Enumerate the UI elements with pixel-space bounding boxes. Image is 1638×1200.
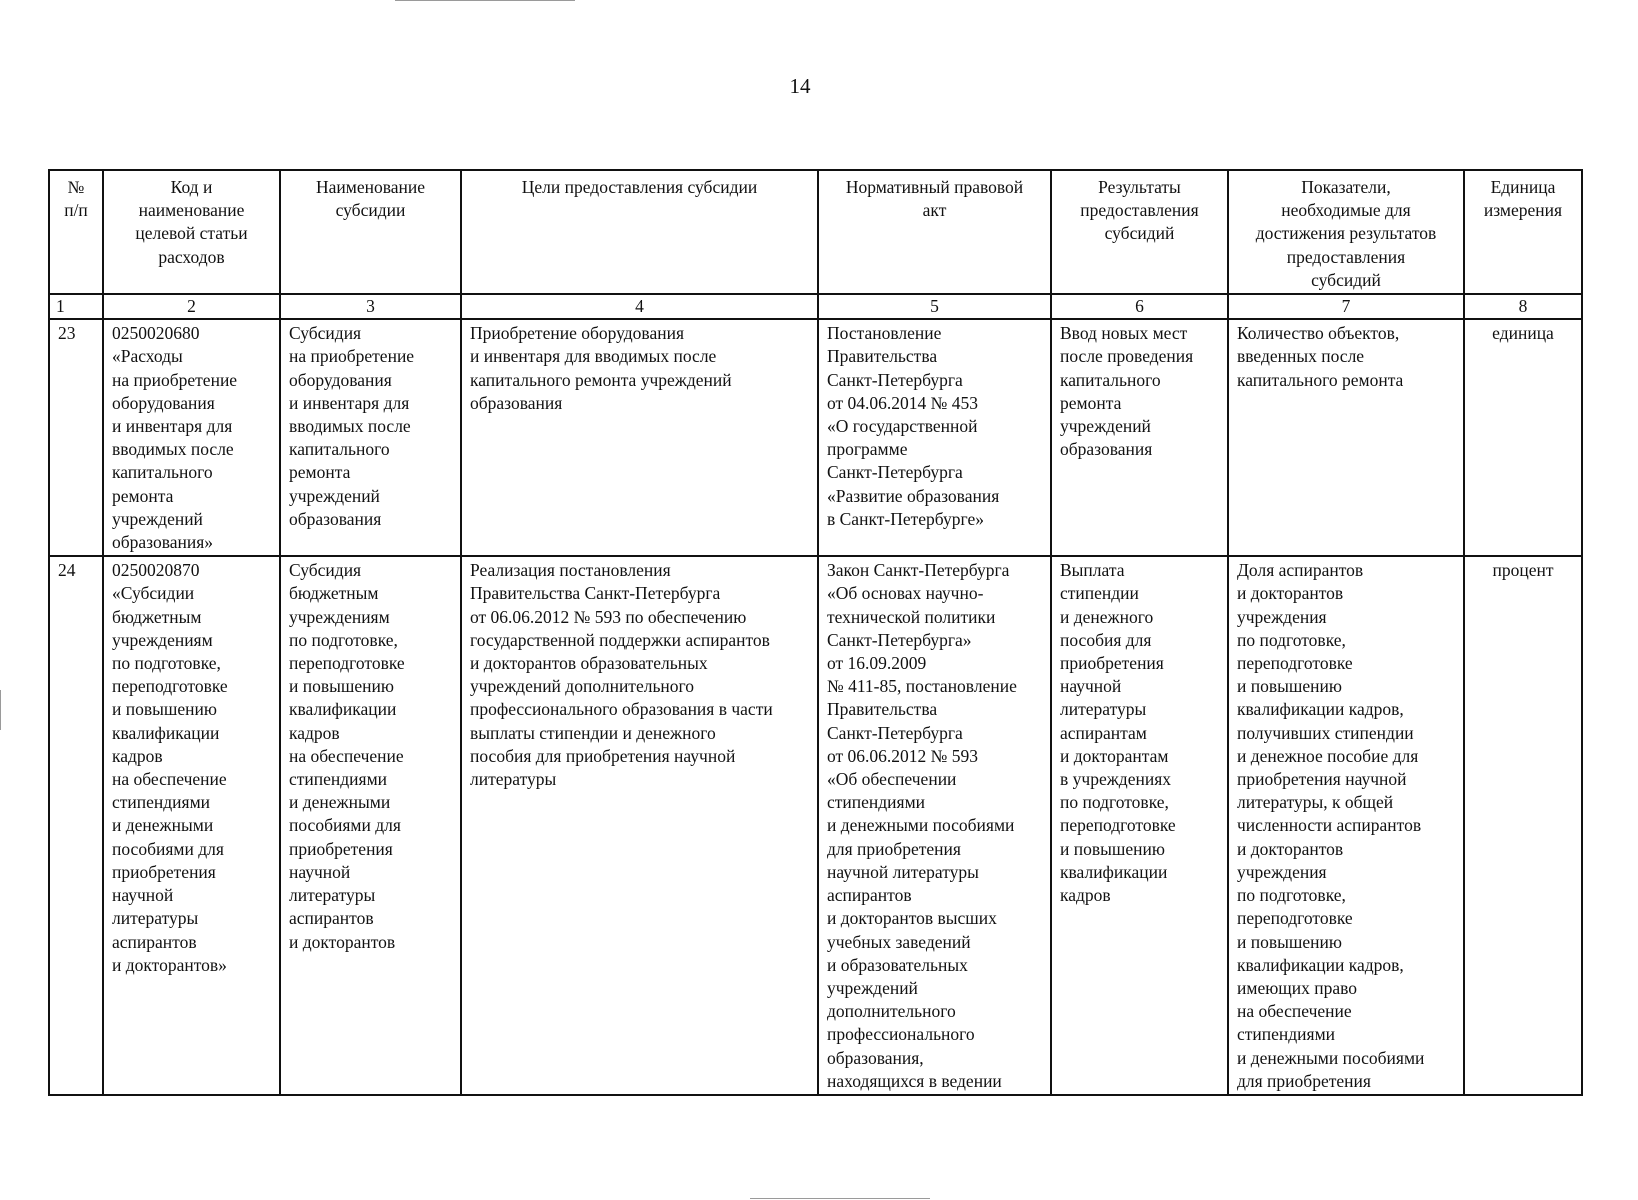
header-cell-indicators: Показатели, необходимые для достижения результатов предоставления субсидий <box>1228 170 1464 294</box>
row-number-cell: 23 <box>49 319 103 556</box>
table-header-row <box>49 170 1582 294</box>
header-cell-goals: Цели предоставления субсидии <box>461 170 818 294</box>
results-cell: Выплата стипендии и денежного пособия для приобретения научной литературы аспирантам и докторантам в учреждениях по подготовке, переподготовке и повышению квалификации кадров <box>1051 556 1228 1095</box>
code-cell: 0250020870 «Субсидии бюджетным учреждениям по подготовке, переподготовке и повышению квалификации кадров на обеспечение стипендиями и денежными пособиями для приобретения научной литературы аспирантов и докторантов» <box>103 556 280 1095</box>
page-number: 14 <box>789 74 811 98</box>
subsidy-name-cell: Субсидия бюджетным учреждениям по подготовке, переподготовке и повышению квалификации кадров на обеспечение стипендиями и денежными пособиями для приобретения научной литературы аспирантов и докторантов <box>280 556 461 1095</box>
column-number: 1 <box>49 294 103 319</box>
scan-edge-line-bottom <box>750 1198 930 1199</box>
legal-act-cell: Постановление Правительства Санкт-Петербурга от 04.06.2014 № 453 «О государственной программе Санкт-Петербурга «Развитие образования в Санкт-Петербурге» <box>818 319 1051 556</box>
results-cell: Ввод новых мест после проведения капитального ремонта учреждений образования <box>1051 319 1228 556</box>
header-cell-code: Код и наименование целевой статьи расходов <box>103 170 280 294</box>
code-cell: 0250020680 «Расходы на приобретение оборудования и инвентаря для вводимых после капитального ремонта учреждений образования» <box>103 319 280 556</box>
unit-cell: единица <box>1464 319 1582 556</box>
column-number: 7 <box>1228 294 1464 319</box>
table-row <box>49 556 1582 1095</box>
column-number: 6 <box>1051 294 1228 319</box>
goals-cell: Реализация постановления Правительства Санкт-Петербурга от 06.06.2012 № 593 по обеспечению государственной поддержки аспирантов и докторантов образовательных учреждений дополнительного профессионального образования в части выплаты стипендии и денежного пособия для приобретения научной литературы <box>461 556 818 1095</box>
header-cell-results: Результаты предоставления субсидий <box>1051 170 1228 294</box>
column-number: 2 <box>103 294 280 319</box>
goals-cell: Приобретение оборудования и инвентаря для вводимых после капитального ремонта учреждений образования <box>461 319 818 556</box>
header-cell-num: № п/п <box>49 170 103 294</box>
table-row <box>49 319 1582 556</box>
scan-edge-line-top <box>395 0 575 1</box>
header-cell-legal-act: Нормативный правовой акт <box>818 170 1051 294</box>
column-number-row <box>49 294 1582 319</box>
column-number: 3 <box>280 294 461 319</box>
row-number-cell: 24 <box>49 556 103 1095</box>
subsidy-table <box>48 169 1583 1096</box>
scan-edge-mark-left <box>0 690 1 730</box>
header-cell-subsidy-name: Наименование субсидии <box>280 170 461 294</box>
indicators-cell: Доля аспирантов и докторантов учреждения по подготовке, переподготовке и повышению квалификации кадров, получивших стипендии и денежное пособие для приобретения научной литературы, к общей численности аспирантов и докторантов учреждения по подготовке, переподготовке и повышению квалификации кадров, имеющих право на обеспечение стипендиями и денежными пособиями для приобретения <box>1228 556 1464 1095</box>
header-cell-unit: Единица измерения <box>1464 170 1582 294</box>
unit-cell: процент <box>1464 556 1582 1095</box>
indicators-cell: Количество объектов, введенных после капитального ремонта <box>1228 319 1464 556</box>
column-number: 8 <box>1464 294 1582 319</box>
column-number: 4 <box>461 294 818 319</box>
legal-act-cell: Закон Санкт-Петербурга «Об основах научно- технической политики Санкт-Петербурга» от 16.09.2009 № 411-85, постановление Правительства Санкт-Петербурга от 06.06.2012 № 593 «Об обеспечении стипендиями и денежными пособиями для приобретения научной литературы аспирантов и докторантов высших учебных заведений и образовательных учреждений дополнительного профессионального образования, находящихся в ведении <box>818 556 1051 1095</box>
subsidy-name-cell: Субсидия на приобретение оборудования и инвентаря для вводимых после капитального ремонта учреждений образования <box>280 319 461 556</box>
column-number: 5 <box>818 294 1051 319</box>
